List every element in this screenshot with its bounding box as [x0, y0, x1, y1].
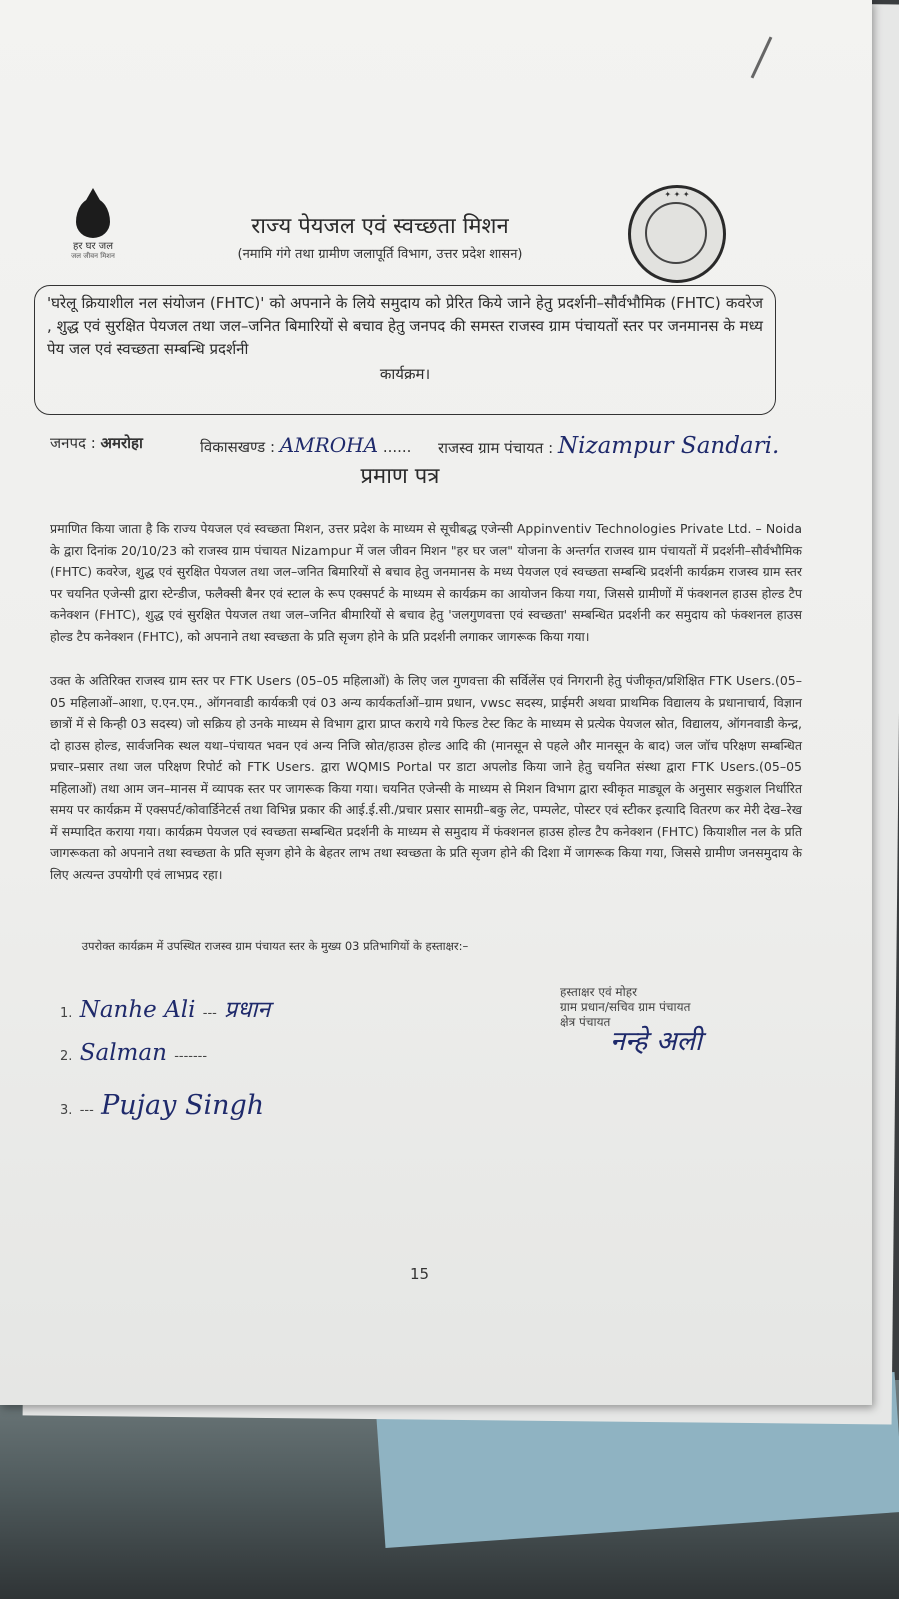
signatory-number: 2. — [60, 1049, 73, 1064]
sign-seal-label: हस्ताक्षर एवं मोहर — [560, 985, 638, 999]
program-description-box — [34, 285, 776, 415]
sign-area-label: क्षेत्र पंचायत — [560, 1015, 611, 1029]
page-number: 15 — [410, 1265, 430, 1283]
sign-role-label: ग्राम प्रधान/सचिव ग्राम पंचायत — [560, 1000, 691, 1014]
district-field — [50, 433, 143, 453]
up-government-seal — [628, 185, 726, 283]
pencil-mark — [751, 36, 773, 78]
panchayat-field — [438, 433, 779, 459]
signatures-caption: उपरोक्त कार्यक्रम में उपस्थित राजस्व ग्राम पंचायत स्तर के मुख्य 03 प्रतिभागियों के हस्ताक्षर:– — [81, 939, 469, 953]
mission-title: राज्य पेयजल एवं स्वच्छता मिशन — [251, 214, 509, 239]
pradhan-signature: नन्हे अली — [610, 1026, 702, 1057]
signatory-2: 2. Salman ------- — [60, 1040, 208, 1066]
block-label: विकासखण्ड : — [200, 438, 276, 456]
program-description-end: कार्यक्रम। — [379, 365, 431, 383]
signatory-number: 3. — [60, 1103, 73, 1118]
certificate-paragraph-1: प्रमाणित किया जाता है कि राज्य पेयजल एवं स्वच्छता मिशन, उत्तर प्रदेश के माध्यम से सूचीबद्ध एजेन्सी Appinventiv Technologies Private Ltd. – Noida के द्वारा दिनांक 20/10/23 को राजस्व ग्राम पंचायत Nizampur में जल जीवन मिशन "हर घर जल" योजना के अन्तर्गत राजस्व ग्राम पंचायतों में प्रदर्शनी–सौर्वभौमिक (FHTC) कवरेज, शुद्ध एवं सुरक्षित पेयजल तथा जल–जनित बिमारियों से बचाव हेतु जनमानस के मध्य पेयजल एवं स्वच्छता सम्बन्धि प्रदर्शनी कार्यक्रम राजस्व ग्राम स्तर पर चयनित एजेन्सी द्वारा स्टेन्डीज, फलैक्सी बैनर एवं स्टाल के रूप एक्सपर्ट के माध्यम से कार्यक्रम का आयोजन किया गया, जिससे ग्रामीणों में फंक्शनल हाउस होल्ड टैप कनेक्शन (FHTC), शुद्ध एवं सुरक्षित पेयजल तथा जल–जनित बीमारियों से बचाव हेतु 'जलगुणवत्ता एवं स्वच्छता' सम्बन्धित प्रदर्शनी कर समुदाय को फंक्शनल हाउस होल्ड टैप कनेक्शन (FHTC), को अपनाने तथा स्वच्छता के प्रति सृजग होने के प्रति प्रदर्शनी लगाकर जागरूक किया गया। — [50, 521, 802, 644]
water-drop-icon — [76, 198, 110, 238]
signatory-name: Pujay Singh — [101, 1090, 265, 1121]
program-description — [47, 292, 763, 386]
logo-sublabel: जल जीवन मिशन — [71, 252, 115, 260]
block-field: विकासखण्ड : AMROHA ...... — [200, 433, 412, 457]
signatory-name: Nanhe Ali — [79, 997, 196, 1023]
har-ghar-jal-logo — [52, 198, 134, 260]
panchayat-label: राजस्व ग्राम पंचायत : — [438, 439, 554, 457]
seal-emblem-icon — [645, 202, 707, 264]
logo-label: हर घर जल — [73, 241, 113, 252]
mission-subtitle: (नमामि गंगे तथा ग्रामीण जलापूर्ति विभाग, उत्तर प्रदेश शासन) — [237, 247, 523, 262]
certificate-title: प्रमाण पत्र — [360, 464, 440, 489]
certificate-paragraph-2: उक्त के अतिरिक्त राजस्व ग्राम स्तर पर FTK Users (05–05 महिलाओं) के लिए जल गुणवत्ता की सर्विलेंस एवं निगरानी हेतु पंजीकृत/प्रशिक्षित FTK Users.(05–05 महिलाओं–आशा, ए.एन.एम., ऑगनवाडी कार्यकत्री एवं 03 अन्य कार्यकर्ताओं–ग्राम प्रधान, vwsc सदस्य, प्राईमरी अथवा प्राथमिक विद्यालय के प्रधानाचार्य, विज्ञान छात्रों में से किन्ही 03 सदस्य) जो सक्रिय हो उनके माध्यम से विभाग द्वारा प्राप्त कराये गये फिल्ड टेस्ट किट के माध्यम से प्रत्येक पेयजल स्रोत, विद्यालय, ऑगनवाडी केन्द्र, दो हाउस होल्ड, सार्वजनिक स्थल यथा–पंचायत भवन एवं अन्य निजि स्रोत/हाउस होल्ड आदि की (मानसून से पहले और मानसून के बाद) जल जॉच परिक्षण सम्बन्धित प्रचार–प्रसार तथा जल परिक्षण रिपोर्ट को FTK Users. द्वारा WQMIS Portal पर डाटा अपलोड किया जाने हेतु चयनित संस्था द्वारा FTK Users.(05–05 महिलाओं) तथा आम जन–मानस में व्यापक स्तर पर जागरूक किया गया। चयनित एजेन्सी के माध्यम से मिशन विभाग द्वारा स्वीकृत माड्यूल के अनुसार सकुशल निर्धारित समय पर कार्यक्रम में एक्सपर्ट/कोवार्डिनेटर्स तथा विभिन्न प्रकार की आई.ई.सी./प्रचार प्रसार सामग्री–बकु लेट, पम्पलेट, पोस्टर एवं स्टीकर इत्यादि वितरण कर मेरी देख–रेख में सम्पादित कराया गया। कार्यक्रम पेयजल एवं स्वच्छता सम्बन्धित प्रदर्शनी के माध्यम से समुदाय में फंक्शनल हाउस होल्ड टैप कनेक्शन (FHTC) कियाशील नल के प्रति जागरूकता को अपनाने तथा स्वच्छता के प्रति सृजग होने के बेहतर लाभ तथा स्वच्छता के प्रति सृजग होने की दिशा में जागरूक किया गया, जिससे ग्रामीण जनसमुदाय के लिए अत्यन्त उपयोगी एवं लाभप्रद रहा। — [50, 673, 802, 882]
signatory-1: 1. Nanhe Ali --- प्रधान — [60, 997, 271, 1023]
signatory-role: प्रधान — [224, 997, 271, 1023]
block-value: AMROHA — [279, 433, 379, 457]
pradhan-sign-block — [560, 985, 702, 1057]
signatory-3: 3. --- Pujay Singh — [60, 1090, 265, 1121]
panchayat-value: Nizampur Sandari. — [557, 433, 780, 459]
signatory-name: Salman — [79, 1040, 167, 1066]
signatory-number: 1. — [60, 1006, 73, 1021]
program-description-text: 'घरेलू क्रियाशील नल संयोजन (FHTC)' को अपनाने के लिये समुदाय को प्रेरित किये जाने हेतु प्रदर्शनी–सौर्वभौमिक (FHTC) कवरेज , शुद्ध एवं सुरक्षित पेयजल तथा जल–जनित बिमारियों से बचाव हेतु जनपद की समस्त राजस्व ग्राम पंचायतों स्तर पर जनमानस के मध्य पेय जल एवं स्वच्छता सम्बन्धि प्रदर्शनी — [47, 294, 763, 358]
district-value: अमरोहा — [100, 434, 143, 452]
district-label: जनपद : — [50, 434, 96, 452]
seal-text: ✦ ✦ ✦ — [664, 190, 690, 199]
